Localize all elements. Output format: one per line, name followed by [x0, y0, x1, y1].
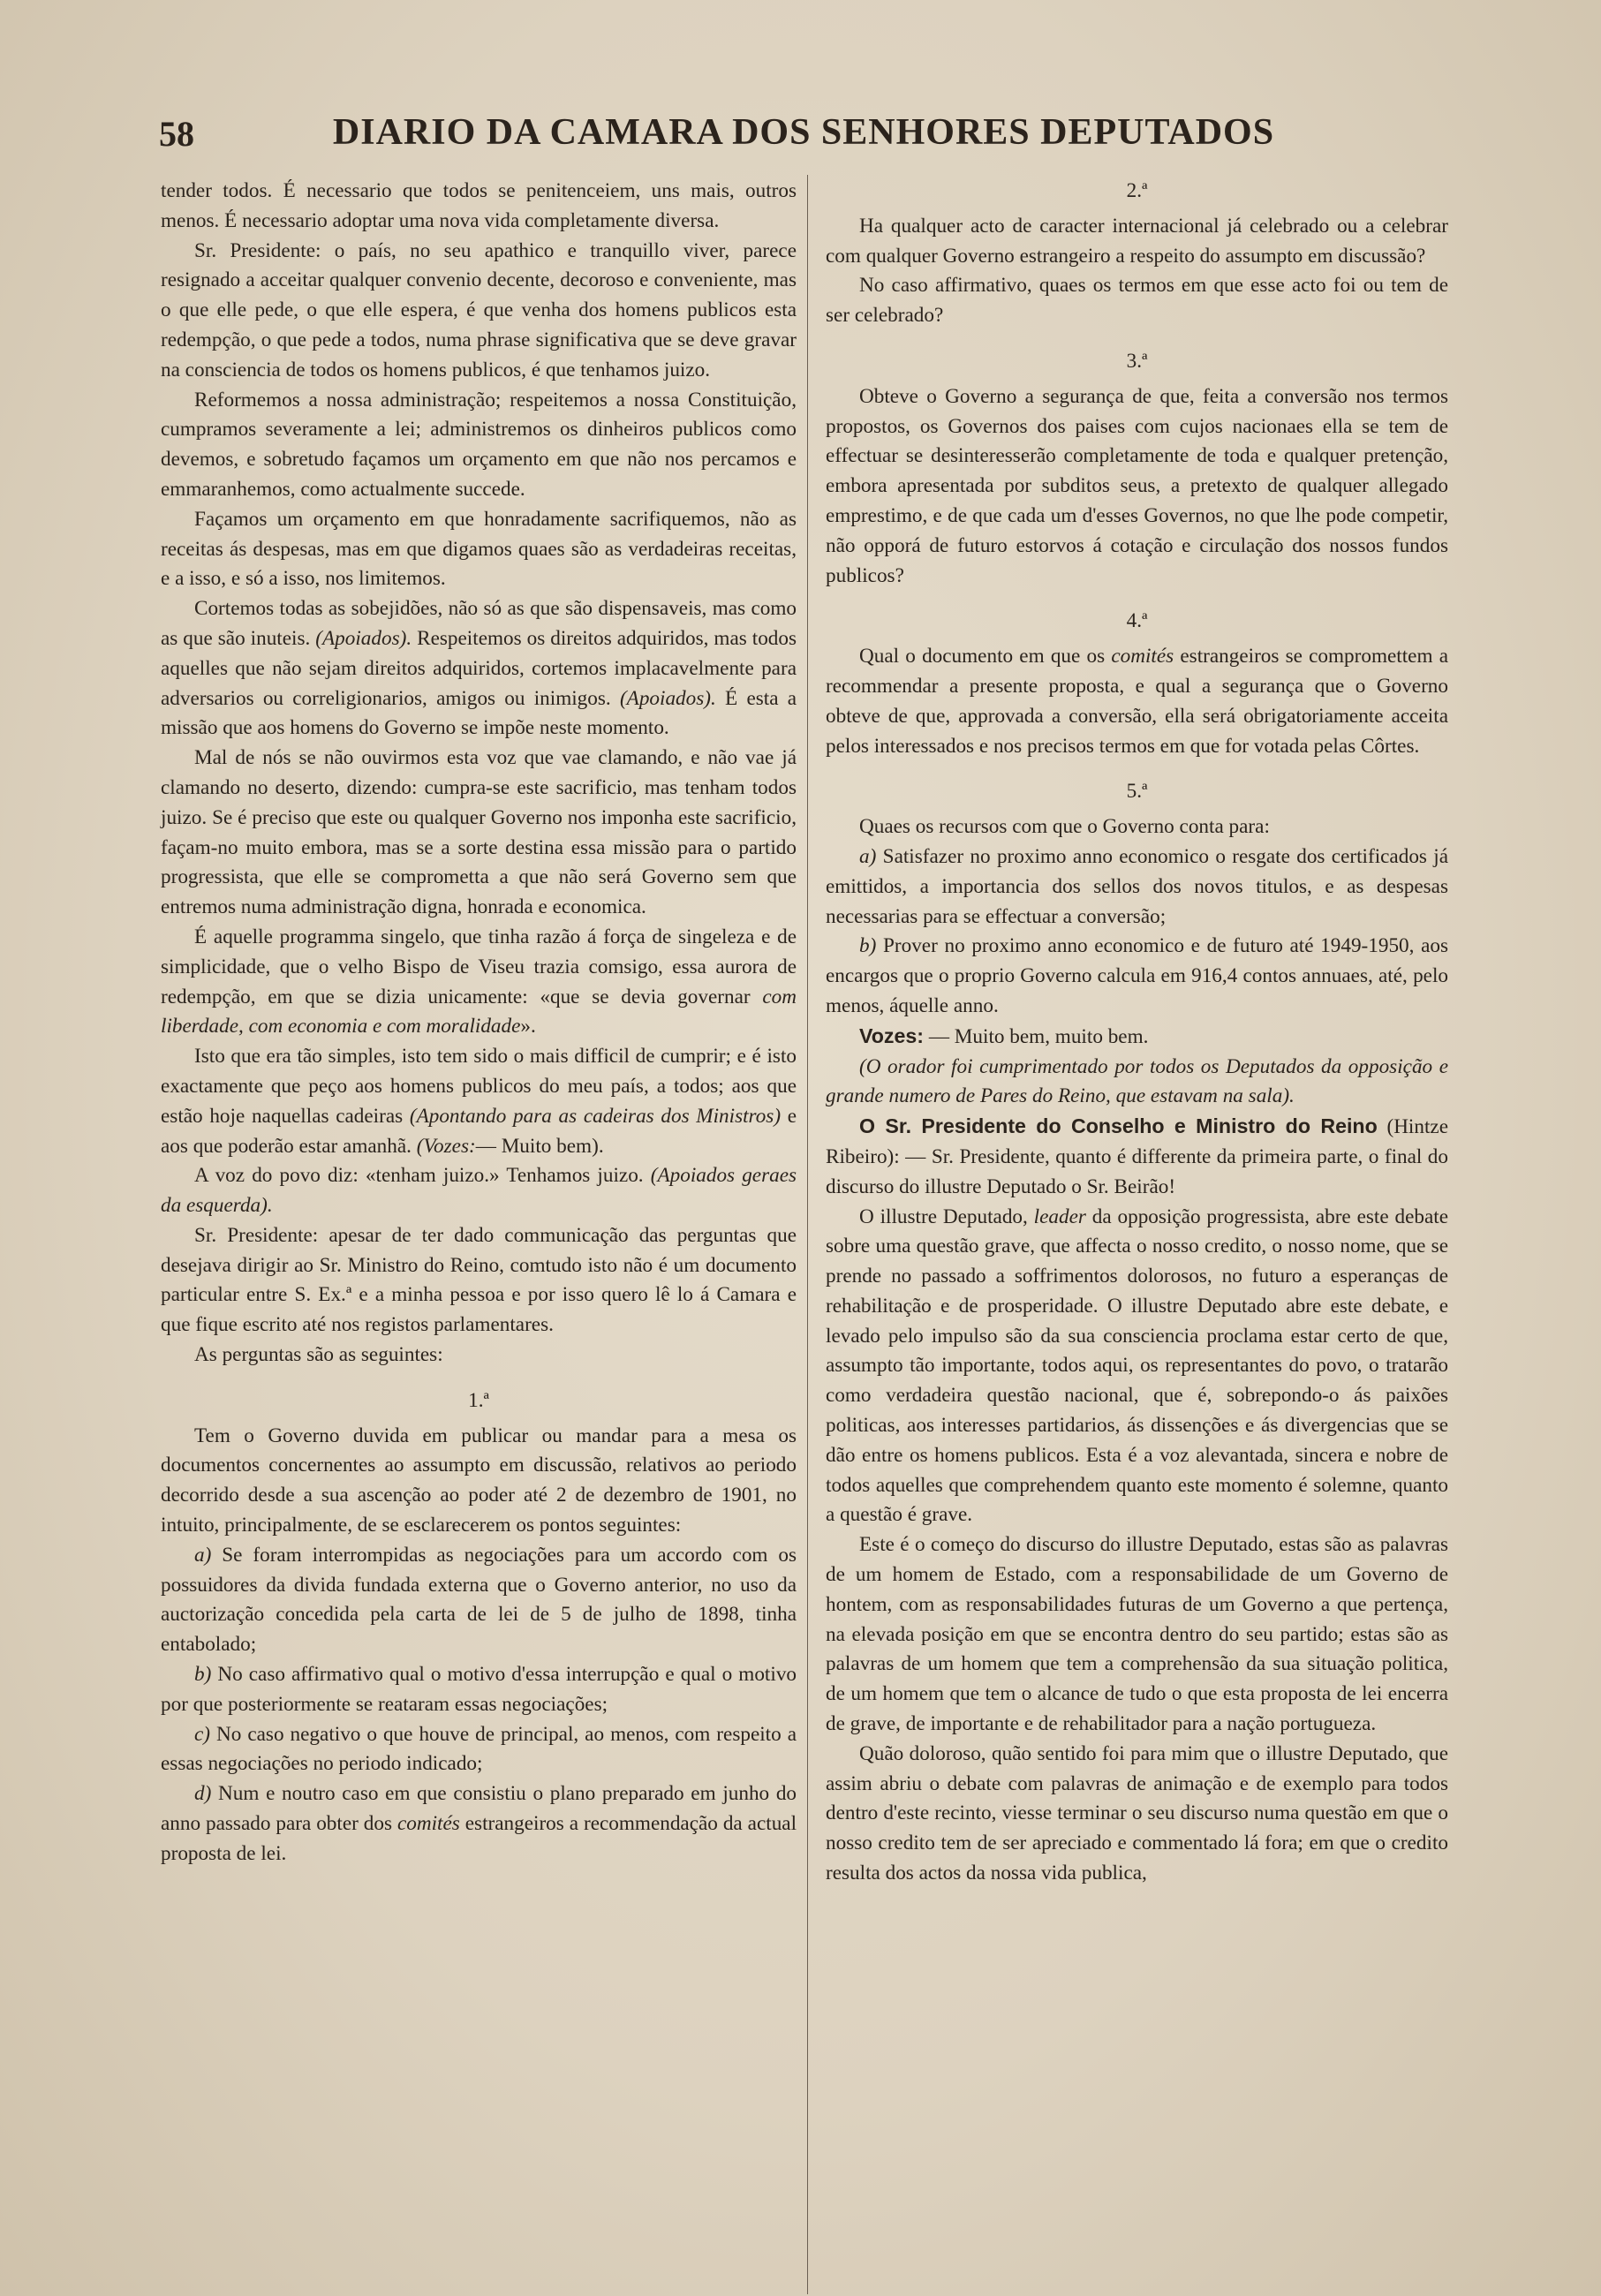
text-run: estrangeiros a recommendação da actual proposta de lei. — [161, 1812, 797, 1865]
text-run: Isto que era tão simples, isto tem sido o mais difficil de cumprir; e é isto exactamente que peço aos homens publicos do meu país, a todos; aos que estão hoje naquellas cadeiras — [161, 1045, 797, 1128]
journal-title: DIARIO DA CAMARA DOS SENHORES DEPUTADOS — [332, 112, 1275, 153]
text-run: Cortemos todas as sobejidões, não só as que são dispensaveis, mas como as que são inuteis. — [161, 597, 797, 650]
text-run: Num e noutro caso em que consistiu o plano preparado em junho do anno passado para obter dos — [161, 1782, 797, 1836]
item-letter: b) — [859, 934, 877, 958]
paragraph: Sr. Presidente: o país, no seu apathico e tranquillo viver, parece resignado a acceitar qualquer convenio decente, decoroso e conveniente, mas o que elle pede, o que elle espera, é que venha dos homens publicos esta redempção, o que pede a todos, numa phrase significativa que se deve gravar na consciencia de todos os homens publicos, é que tenhamos juizo. — [161, 238, 797, 381]
paragraph: Este é o começo do discurso do illustre Deputado, estas são as palavras de um homem de Estado, com a responsabilidade de um Governo de hontem, com as responsabilidades futuras de um Governo a que pertença, na elevada posição em que se encontra dentro do seu partido; estas são as palavras de um homem que tem a comprehensão da sua situação politica, de um homem que tem o alcance de tudo o que esta proposta de lei encerra de grave, de importante e de rehabilitador para a nação portugueza. — [826, 1533, 1448, 1736]
paragraph — [161, 594, 797, 744]
speaker-label: Vozes: — [859, 1023, 925, 1047]
item-letter: a) — [859, 844, 877, 868]
left-column — [161, 177, 797, 1869]
text-run: — Muito bem, muito bem. — [928, 1024, 1149, 1048]
question-number: 4.ª — [1126, 609, 1148, 633]
aside-apoiados: (Apoiados geraes da esquerda). — [161, 1164, 797, 1218]
text-run: O illustre Deputado, — [859, 1205, 1028, 1228]
paragraph — [161, 1042, 797, 1161]
paragraph: Reformemos a nossa administração; respeitemos a nossa Constituição, cumpramos severamente a lei; administremos os dinheiros publicos como devemos, e sobretudo façamos um orçamento em que não nos percamos e emmaranhemos, como actualmente succede. — [161, 388, 797, 501]
column-divider — [807, 175, 808, 2294]
aside-apoiados: (Apoiados). — [315, 626, 412, 650]
paragraph: Quaes os recursos com que o Governo conta para: — [859, 815, 1270, 839]
item-letter: c) — [194, 1722, 211, 1746]
term-italic: comités — [1111, 645, 1174, 668]
paragraph — [826, 1112, 1448, 1202]
list-item — [161, 1660, 797, 1720]
text-run: No caso affirmativo qual o motivo d'essa interrupção e qual o motivo por que posteriormente se reataram essas negociações; — [161, 1663, 797, 1716]
paragraph: Tem o Governo duvida em publicar ou mandar para a mesa os documentos concernentes ao assumpto em discussão, relativos ao periodo decorrido desde a sua ascenção ao poder até 2 de dezembro de 1901, no intuito, principalmente, de se esclarecerem os pontos seguintes: — [161, 1424, 797, 1537]
question-number: 5.ª — [1126, 780, 1148, 804]
aside-apoiados: (Apoiados). — [619, 686, 716, 710]
text-run: Respeitemos os direitos adquiridos, mas todos aquelles que não sejam direitos adquiridos, cortemos implacavelmente para adversarios ou correligionarios, amigos ou inimigos. — [161, 626, 797, 710]
paragraph: Sr. Presidente: apesar de ter dado communicação das perguntas que desejava dirigir ao Sr. Ministro do Reino, comtudo isto não é um documento particular entre S. Ex.ª e a minha pessoa e por isso quero lê lo á Camara e que fique escrito até nos registos parlamentares. — [161, 1223, 797, 1337]
list-item — [826, 842, 1448, 932]
paragraph — [826, 1203, 1448, 1531]
page-number: 58 — [159, 114, 194, 154]
paragraph: As perguntas são as seguintes: — [194, 1343, 443, 1367]
quote-italic: com liberdade, com economia e com moralidade — [161, 985, 797, 1038]
term-italic: leader — [1033, 1205, 1086, 1228]
paragraph — [161, 923, 797, 1042]
paragraph — [826, 1022, 1448, 1053]
text-run: A voz do povo diz: «tenham juizo.» Tenhamos juizo. — [194, 1164, 644, 1188]
text-run: É aquelle programma singelo, que tinha razão á força de singeleza e de simplicidade, que o velho Bispo de Viseu trazia comsigo, essa aurora de redempção, em que se dizia unicamente: «que se devia governar — [161, 925, 797, 1008]
text-run: e aos que poderão estar amanhã. — [161, 1104, 797, 1158]
term-italic: comités — [396, 1812, 460, 1836]
text-run: ». — [520, 1015, 536, 1038]
text-run: — Muito bem). — [475, 1134, 604, 1158]
text-run: da opposição progressista, abre este debate sobre uma questão grave, que affecta o nosso credito, o nosso nome, que se prende no passado a soffrimentos dolorosos, no futuro a esperanças de rehabilitação e de prosperidade. O illustre Deputado abre este debate, e levado pelo impulso são da sua consciencia proclama estar certo de que, assumpto tão importante, todos aqui, os representantes do povo, o tratarão como verdadeira questão nacional, que é, sobrepondo-o ás paixões politicas, aos interesses partidarios, ás dissenções e ás divergencias que se dão entre os homens publicos. Esta é a voz alevantada, sincera e nobre de todos aquelles que comprehendem quanto este momento é solemne, quanto a questão é grave. — [826, 1205, 1448, 1527]
list-item — [161, 1779, 797, 1869]
list-item — [161, 1541, 797, 1660]
paragraph: Ha qualquer acto de caracter internacional já celebrado ou a celebrar com qualquer Governo estrangeiro a respeito do assumpto em discussão? — [826, 214, 1448, 268]
stage-direction — [826, 1053, 1448, 1113]
question-number: 3.ª — [1126, 349, 1148, 373]
paragraph — [826, 642, 1448, 761]
speaker-label: O Sr. Presidente do Conselho e Ministro do Reino — [859, 1114, 1378, 1138]
aside-vozes: (Vozes: — [416, 1134, 476, 1158]
question-number: 2.ª — [1126, 179, 1148, 202]
question-number: 1.ª — [468, 1388, 489, 1412]
paragraph: tender todos. É necessario que todos se penitenceiem, uns mais, outros menos. É necessario adoptar uma nova vida completamente diversa. — [161, 179, 797, 232]
item-letter: d) — [194, 1782, 212, 1806]
stage-direction: (Apontando para as cadeiras dos Ministros) — [409, 1104, 782, 1128]
text-run: (Hintze Ribeiro): — Sr. Presidente, quanto é differente da primeira parte, o final do discurso do illustre Deputado o Sr. Beirão! — [826, 1115, 1448, 1198]
paragraph — [161, 1161, 797, 1221]
text-run: É esta a missão que aos homens do Governo se impõe neste momento. — [161, 686, 797, 740]
text-run: Satisfazer no proximo anno economico o resgate dos certificados já emittidos, a importancia dos sellos dos novos titulos, e as despesas necessarias para se effectuar a conversão; — [826, 844, 1449, 928]
paragraph: Quão doloroso, quão sentido foi para mim que o illustre Deputado, que assim abriu o debate com palavras de animação e de exemplo para todos dentro d'este recinto, viesse terminar o seu discurso numa questão em que o nosso credito tem de ser apreciado e commentado lá fora; em que o credito resulta dos actos da nossa vida publica, — [826, 1741, 1448, 1885]
text-run: estrangeiros se compromettem a recommendar a presente proposta, e qual a segurança que o Governo obteve de que, approvada a conversão, ella será obrigatoriamente acceita pelos interessados e nos precisos termos em que for votada pelas Côrtes. — [826, 645, 1449, 758]
text-run: Qual o documento em que os — [859, 645, 1106, 668]
text-run: No caso negativo o que houve de principal, ao menos, com respeito a essas negociações no periodo indicado; — [161, 1722, 797, 1776]
right-column — [826, 177, 1448, 1889]
item-letter: a) — [194, 1543, 212, 1567]
text-run: Prover no proximo anno economico e de futuro até 1949-1950, aos encargos que o proprio Governo calcula em 916,4 contos annuaes, até, pelo menos, áquelle anno. — [826, 934, 1449, 1017]
paragraph: Mal de nós se não ouvirmos esta voz que vae clamando, e não vae já clamando no deserto, dizendo: cumpra-se este sacrificio, mas tenham todos juizo. Se é preciso que este ou qualquer Governo nos imponha este sacrificio, façam-no muito embora, mas se a sorte destina essa missão para o partido progressista, que elle se comprometta a que não será Governo sem que entremos numa administração digna, honrada e economica. — [161, 746, 797, 919]
stage-direction-text: (O orador foi cumprimentado por todos os Deputados da opposição e grande numero de Pares do Reino, que estavam na sala). — [826, 1054, 1448, 1108]
text-run: Se foram interrompidas as negociações para um accordo com os possuidores da divida fundada externa que o Governo anterior, no uso da auctorização concedida pela carta de lei de 5 de julho de 1898, tinha entabolado; — [161, 1543, 797, 1657]
paragraph: Façamos um orçamento em que honradamente sacrifiquemos, não as receitas ás despesas, mas em que digamos quaes são as verdadeiras receitas, e a isso, e só a isso, nos limitemos. — [161, 507, 797, 591]
paragraph: No caso affirmativo, quaes os termos em que esse acto foi ou tem de ser celebrado? — [826, 274, 1448, 328]
list-item — [826, 932, 1448, 1021]
page-header — [124, 113, 1484, 166]
list-item — [161, 1720, 797, 1780]
item-letter: b) — [194, 1663, 212, 1687]
paragraph: Obteve o Governo a segurança de que, feita a conversão nos termos propostos, os Governos dos paises com cujos nacionaes ella se tem de effectuar se desinteresserão completamente de toda e qualquer pretenção, embora apresentada por subditos seus, a pretexto de qualquer allegado emprestimo, e de que cada um d'esses Governos, no que lhe pode competir, não opporá de futuro estorvos á cotação e circulação dos nossos fundos publicos? — [826, 384, 1448, 587]
